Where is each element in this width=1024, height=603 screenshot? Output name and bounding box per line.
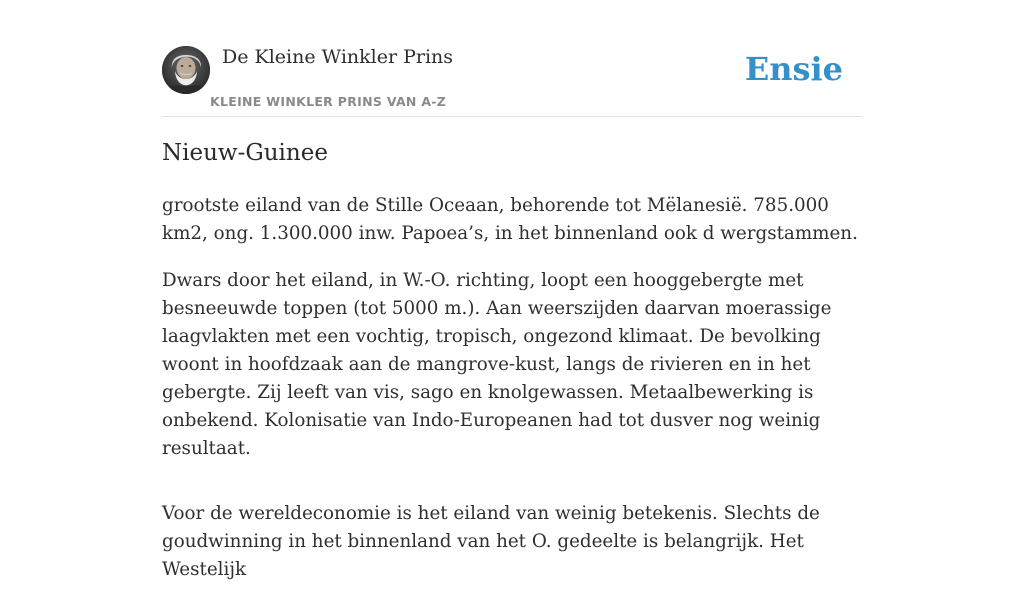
page-title: Nieuw-Guinee — [162, 140, 328, 166]
article-body — [162, 192, 862, 603]
paragraph: Voor de wereldeconomie is het eiland van weinig betekenis. Slechts de goudwinning in het binnenland van het O. gedeelte is belangrijk. Het Westelijk — [162, 503, 820, 580]
brand-logo-link[interactable]: Ensie — [744, 50, 843, 88]
source-subtitle[interactable]: KLEINE WINKLER PRINS VAN A-Z — [210, 94, 447, 109]
paragraph: Dwars door het eiland, in W.-O. richting, loopt een hooggebergte met besneeuwde toppen (tot 5000 m.). Aan weerszijden daarvan moerassige laagvlakten met een vochtig, tropisch, ongezond klimaat. De bevolking woont in hoofdzaak aan de mangrove-kust, langs de rivieren en in het gebergte. Zij leeft van vis, sago en knolgewassen. Metaalbewerking is onbekend. Kolonisatie van Indo-Europeanen had tot dusver nog weinig resultaat. — [162, 270, 832, 459]
portrait-avatar-icon — [162, 46, 210, 94]
paragraph: grootste eiland van de Stille Oceaan, behorende tot Mëlanesië. 785.000 km2, ong. 1.300.000 inw. Papoea’s, in het binnenland ook d wergstammen. — [162, 195, 858, 244]
page — [162, 0, 862, 580]
avatar[interactable] — [162, 46, 210, 94]
source-name[interactable]: De Kleine Winkler Prins — [222, 46, 454, 68]
header — [162, 0, 862, 117]
